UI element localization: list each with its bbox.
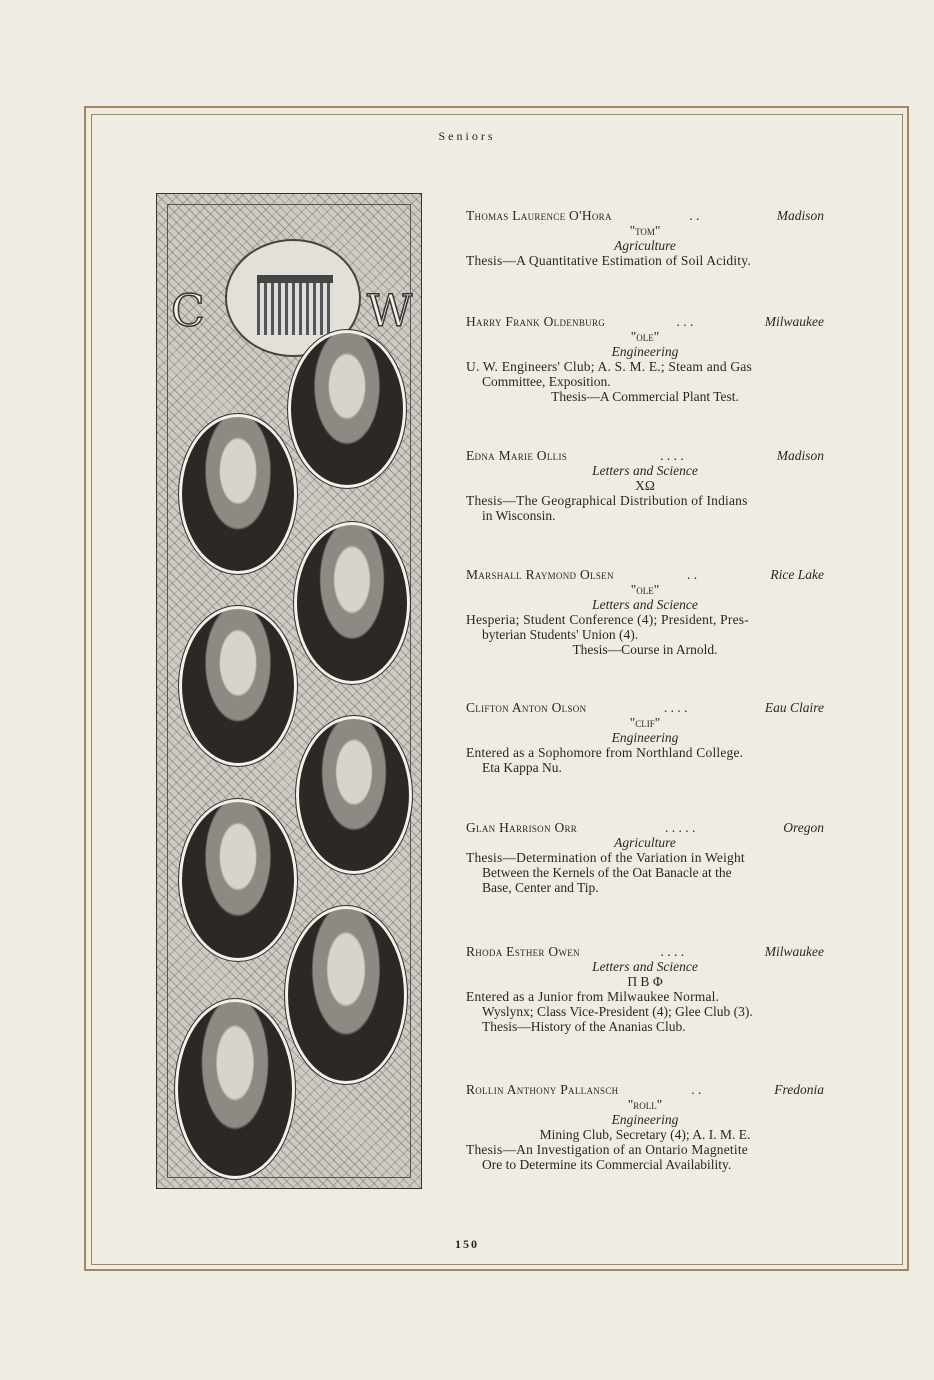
portrait-photo — [285, 906, 407, 1084]
entry-line: Thesis—A Commercial Plant Test. — [551, 389, 739, 404]
leader-dots: . . . . . — [664, 820, 696, 835]
hometown: Rice Lake — [770, 567, 824, 582]
entry-line: Thesis—The Geographical Distribution of Indians — [466, 493, 748, 508]
course: Engineering — [611, 344, 679, 359]
entry-line: U. W. Engineers' Club; A. S. M. E.; Steam and Gas — [466, 359, 752, 374]
capitol-building-icon — [257, 275, 333, 335]
entry-line: Base, Center and Tip. — [482, 880, 599, 895]
portrait-photo — [288, 330, 406, 488]
course: Letters and Science — [592, 463, 698, 478]
leader-dots: . . . . — [660, 944, 685, 959]
entry-line: Hesperia; Student Conference (4); President, Pres- — [466, 612, 749, 627]
senior-entry — [466, 944, 824, 1034]
entry-line: Entered as a Sophomore from Northland College. — [466, 745, 744, 760]
senior-entry — [466, 567, 824, 657]
leader-dots: . . . . — [660, 448, 684, 463]
hometown: Milwaukee — [764, 314, 824, 329]
senior-name: Glan Harrison Orr — [466, 820, 578, 835]
portrait-panel — [156, 193, 422, 1189]
entry-line: Wyslynx; Class Vice-President (4); Glee Club (3). — [482, 1004, 753, 1019]
nickname: "ole" — [630, 582, 660, 597]
entry-line: Thesis—History of the Ananias Club. — [482, 1019, 686, 1034]
course: Letters and Science — [592, 597, 698, 612]
portrait-photo — [296, 716, 412, 874]
hometown: Madison — [776, 208, 824, 223]
senior-name: Marshall Raymond Olsen — [466, 567, 614, 582]
course: Agriculture — [614, 835, 676, 850]
entry-line: Thesis—Determination of the Variation in Weight — [466, 850, 745, 865]
page-header: Seniors — [438, 129, 496, 143]
entry-line: Committee, Exposition. — [482, 374, 611, 389]
senior-entry — [466, 208, 824, 268]
hometown: Fredonia — [774, 1082, 824, 1097]
senior-entry — [466, 314, 824, 404]
senior-name: Edna Marie Ollis — [466, 448, 568, 463]
entry-line: Between the Kernels of the Oat Banacle at the — [482, 865, 732, 880]
leader-dots: . . — [687, 567, 698, 582]
hometown: Oregon — [783, 820, 824, 835]
senior-name: Clifton Anton Olson — [466, 700, 587, 715]
page-number: 150 — [455, 1237, 479, 1251]
portrait-photo — [175, 999, 295, 1179]
nickname: "tom" — [629, 223, 661, 238]
portrait-photo — [179, 414, 297, 574]
senior-name: Thomas Laurence O'Hora — [466, 208, 612, 223]
course: Agriculture — [614, 238, 676, 253]
entry-line: Thesis—Course in Arnold. — [572, 642, 718, 657]
nickname: "roll" — [627, 1097, 663, 1112]
course: Engineering — [611, 730, 679, 745]
senior-name: Harry Frank Oldenburg — [466, 314, 606, 329]
course: Engineering — [611, 1112, 679, 1127]
portrait-photo — [179, 799, 297, 961]
leader-dots: . . . . — [663, 700, 688, 715]
crest-letter-left: C — [171, 286, 205, 337]
course: Letters and Science — [592, 959, 698, 974]
portrait-photo — [179, 606, 297, 766]
entry-line: Thesis—A Quantitative Estimation of Soil Acidity. — [466, 253, 751, 268]
entry-line: Eta Kappa Nu. — [482, 760, 562, 775]
hometown: Eau Claire — [764, 700, 824, 715]
senior-name: Rollin Anthony Pallansch — [466, 1082, 619, 1097]
crest-letter-right: W — [367, 286, 413, 337]
nickname: "clif" — [629, 715, 661, 730]
entry-line: Ore to Determine its Commercial Availability. — [482, 1157, 732, 1172]
leader-dots: . . — [691, 1082, 702, 1097]
leader-dots: . . . — [676, 314, 694, 329]
entry-line: Entered as a Junior from Milwaukee Normal. — [466, 989, 720, 1004]
leader-dots: . . — [689, 208, 700, 223]
entry-line: Thesis—An Investigation of an Ontario Magnetite — [466, 1142, 748, 1157]
senior-entry — [466, 820, 824, 895]
senior-entry — [466, 700, 824, 775]
entry-line: in Wisconsin. — [482, 508, 556, 523]
portrait-photo — [294, 522, 410, 684]
hometown: Milwaukee — [764, 944, 824, 959]
hometown: Madison — [776, 448, 824, 463]
entry-line: Mining Club, Secretary (4); A. I. M. E. — [539, 1127, 751, 1142]
fraternity: ΧΩ — [635, 478, 655, 493]
entry-line: byterian Students' Union (4). — [482, 627, 639, 642]
senior-entry — [466, 448, 824, 523]
senior-name: Rhoda Esther Owen — [466, 944, 580, 959]
nickname: "ole" — [630, 329, 660, 344]
senior-entry — [466, 1082, 824, 1172]
fraternity: Π Β Φ — [627, 974, 663, 989]
